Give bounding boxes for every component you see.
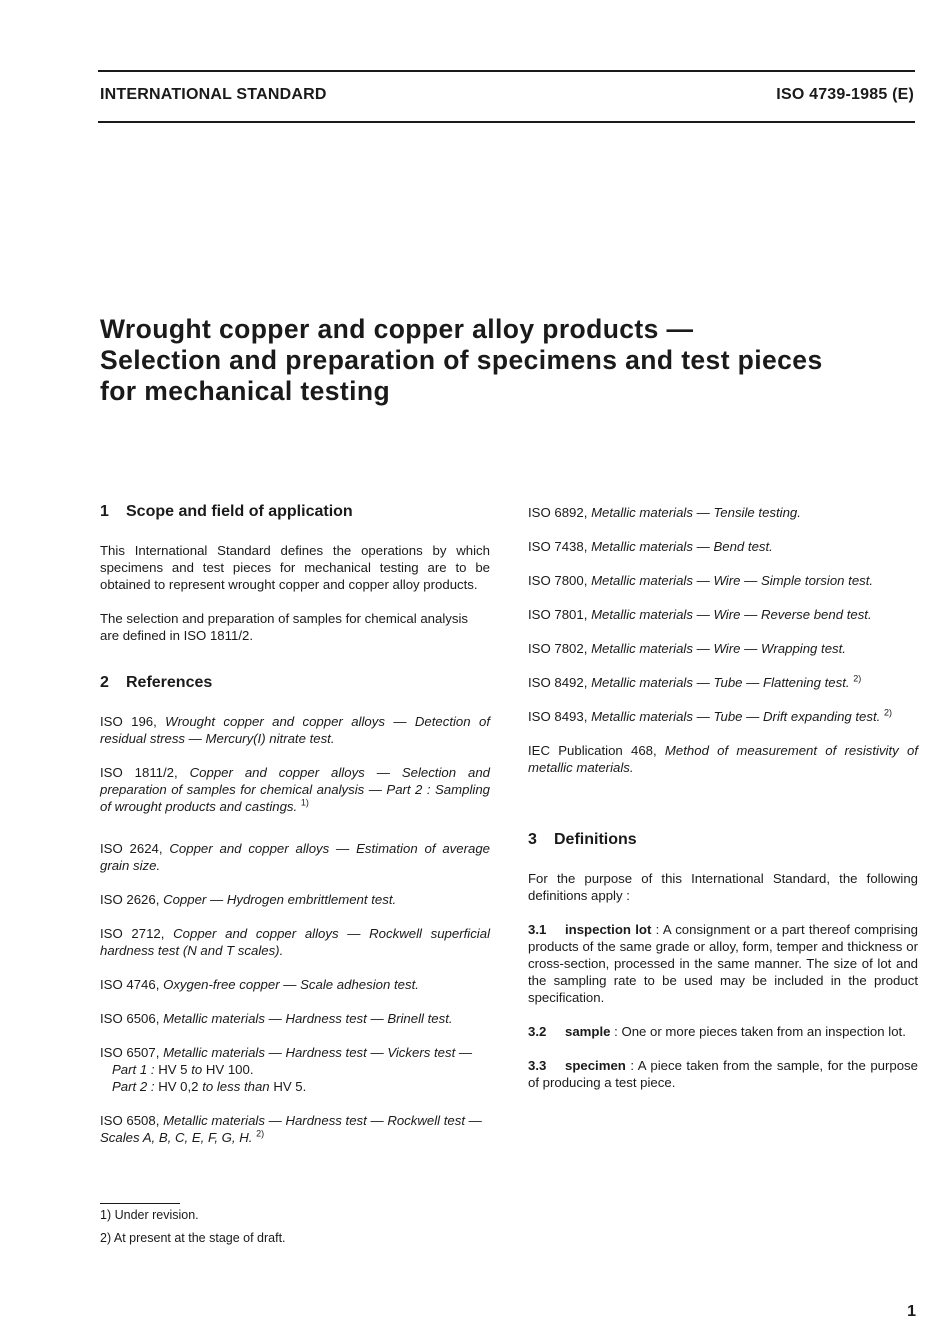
reference-title: Metallic materials — Hardness test — Rockwell test — Scales A, B, C, E, F, G, H. xyxy=(100,1113,482,1145)
reference-part-2: Part 2 : HV 0,2 to less than HV 5. xyxy=(112,1079,307,1094)
reference-title: Metallic materials — Bend test. xyxy=(591,539,773,554)
footnote-2: 2) At present at the stage of draft. xyxy=(100,1231,286,1245)
section-number: 2 xyxy=(100,674,109,691)
reference-item xyxy=(528,742,918,776)
reference-code: ISO 4746, xyxy=(100,977,160,992)
section-2-heading xyxy=(100,671,490,695)
title-line-3: for mechanical testing xyxy=(100,376,391,406)
reference-title: Metallic materials — Hardness test — Vickers test — xyxy=(163,1045,473,1060)
section-number: 1 xyxy=(100,503,109,520)
reference-part-1: Part 1 : HV 5 to HV 100. xyxy=(112,1062,254,1077)
scope-paragraph: This International Standard defines the operations by which specimens and test pieces for mechanical testing are to be obtained to represent wrought copper and copper alloy products. xyxy=(100,543,490,592)
reference-code: ISO 196, xyxy=(100,714,157,729)
footnote-rule xyxy=(100,1203,180,1204)
reference-item xyxy=(528,708,918,725)
reference-title: Metallic materials — Wire — Simple torsion test. xyxy=(591,573,874,588)
reference-item xyxy=(528,538,918,555)
section-number: 3 xyxy=(528,831,537,848)
reference-title: Metallic materials — Wire — Reverse bend test. xyxy=(591,607,872,622)
definition-term: specimen xyxy=(565,1058,626,1073)
reference-code: ISO 7801, xyxy=(528,607,588,622)
reference-title: Oxygen-free copper — Scale adhesion test. xyxy=(163,977,419,992)
section-3-heading xyxy=(528,828,918,852)
reference-title: Copper and copper alloys — Rockwell superficial hardness test (N and T scales). xyxy=(100,926,490,958)
reference-code: ISO 2624, xyxy=(100,841,163,856)
definition-number: 3.3 xyxy=(528,1058,547,1073)
definition-item xyxy=(528,921,918,1006)
footnote-marker: 2) xyxy=(256,1128,265,1139)
reference-item xyxy=(528,504,918,521)
reference-item xyxy=(528,572,918,589)
reference-item xyxy=(100,840,490,874)
reference-item xyxy=(100,891,490,908)
reference-code: ISO 7438, xyxy=(528,539,588,554)
chemical-analysis-paragraph: The selection and preparation of samples for chemical analysis are defined in ISO 1811/2. xyxy=(100,611,468,643)
reference-title: Metallic materials — Tube — Drift expanding test. xyxy=(591,709,881,724)
left-column xyxy=(100,500,490,1163)
reference-item xyxy=(100,925,490,959)
definition-number: 3.1 xyxy=(528,922,547,937)
section-1-heading xyxy=(100,500,490,524)
definition-text: : A consignment or a part thereof comprising products of the same grade or alloy, form, temper and thickness or cross-section, processed in the same manner. The size of lot and the sampling rate to be used may be included in the product specification. xyxy=(528,922,918,1005)
section-title: Definitions xyxy=(554,831,637,848)
reference-title: Copper and copper alloys — Selection and preparation of samples for chemical analysis — Part 2 : Sampling of wrought products and castings. xyxy=(100,765,491,814)
definition-item xyxy=(528,1023,918,1040)
reference-code: ISO 6506, xyxy=(100,1011,160,1026)
reference-code: ISO 8492, xyxy=(528,675,588,690)
reference-title: Metallic materials — Tensile testing. xyxy=(591,505,801,520)
section-title: References xyxy=(126,674,213,691)
reference-code: ISO 7802, xyxy=(528,641,588,656)
footnote-1: 1) Under revision. xyxy=(100,1208,199,1222)
reference-title: Metallic materials — Hardness test — Brinell test. xyxy=(163,1011,453,1026)
footnote-marker: 2) xyxy=(853,673,862,684)
definitions-intro: For the purpose of this International Standard, the following definitions apply : xyxy=(528,871,918,903)
reference-code: ISO 1811/2, xyxy=(100,765,178,780)
definition-term: inspection lot xyxy=(565,922,652,937)
reference-item xyxy=(528,674,918,691)
reference-title: Wrought copper and copper alloys — Detection of residual stress — Mercury(I) nitrate test. xyxy=(100,714,490,746)
page-title xyxy=(100,314,900,407)
section-title: Scope and field of application xyxy=(126,503,353,520)
footnote-marker: 1) xyxy=(300,797,309,808)
reference-item-iso-6507 xyxy=(100,1044,490,1095)
reference-title: Metallic materials — Tube — Flattening test. xyxy=(591,675,850,690)
reference-item xyxy=(100,1112,490,1146)
reference-code: IEC Publication 468, xyxy=(528,743,657,758)
document-type: INTERNATIONAL STANDARD xyxy=(100,86,327,103)
reference-title: Method of measurement of resistivity of metallic materials. xyxy=(528,743,918,775)
reference-code: ISO 2626, xyxy=(100,892,160,907)
reference-title: Copper and copper alloys — Estimation of average grain size. xyxy=(100,841,490,873)
header-bottom-rule xyxy=(98,121,915,123)
reference-item xyxy=(100,764,490,815)
footnote-marker: 2) xyxy=(884,707,893,718)
reference-item xyxy=(100,1010,490,1027)
reference-item xyxy=(100,713,490,747)
reference-title: Copper — Hydrogen embrittlement test. xyxy=(163,892,397,907)
definition-item xyxy=(528,1057,918,1091)
reference-item xyxy=(528,606,918,623)
definition-term: sample xyxy=(565,1024,611,1039)
definition-number: 3.2 xyxy=(528,1024,547,1039)
reference-item xyxy=(100,976,490,993)
reference-code: ISO 7800, xyxy=(528,573,588,588)
title-line-1: Wrought copper and copper alloy products — xyxy=(100,314,694,344)
standard-number: ISO 4739-1985 (E) xyxy=(776,86,914,103)
header-top-rule xyxy=(98,70,915,72)
right-column xyxy=(528,500,918,1108)
reference-code: ISO 6892, xyxy=(528,505,588,520)
reference-item xyxy=(528,640,918,657)
reference-code: ISO 6508, xyxy=(100,1113,160,1128)
title-line-2: Selection and preparation of specimens and test pieces xyxy=(100,345,823,375)
reference-code: ISO 8493, xyxy=(528,709,588,724)
reference-title: Metallic materials — Wire — Wrapping test. xyxy=(591,641,846,656)
definition-text: : A piece taken from the sample, for the purpose of producing a test piece. xyxy=(528,1058,918,1090)
reference-code: ISO 6507, xyxy=(100,1045,160,1060)
page-number: 1 xyxy=(907,1303,916,1320)
definition-text: : One or more pieces taken from an inspection lot. xyxy=(610,1024,906,1039)
reference-code: ISO 2712, xyxy=(100,926,165,941)
